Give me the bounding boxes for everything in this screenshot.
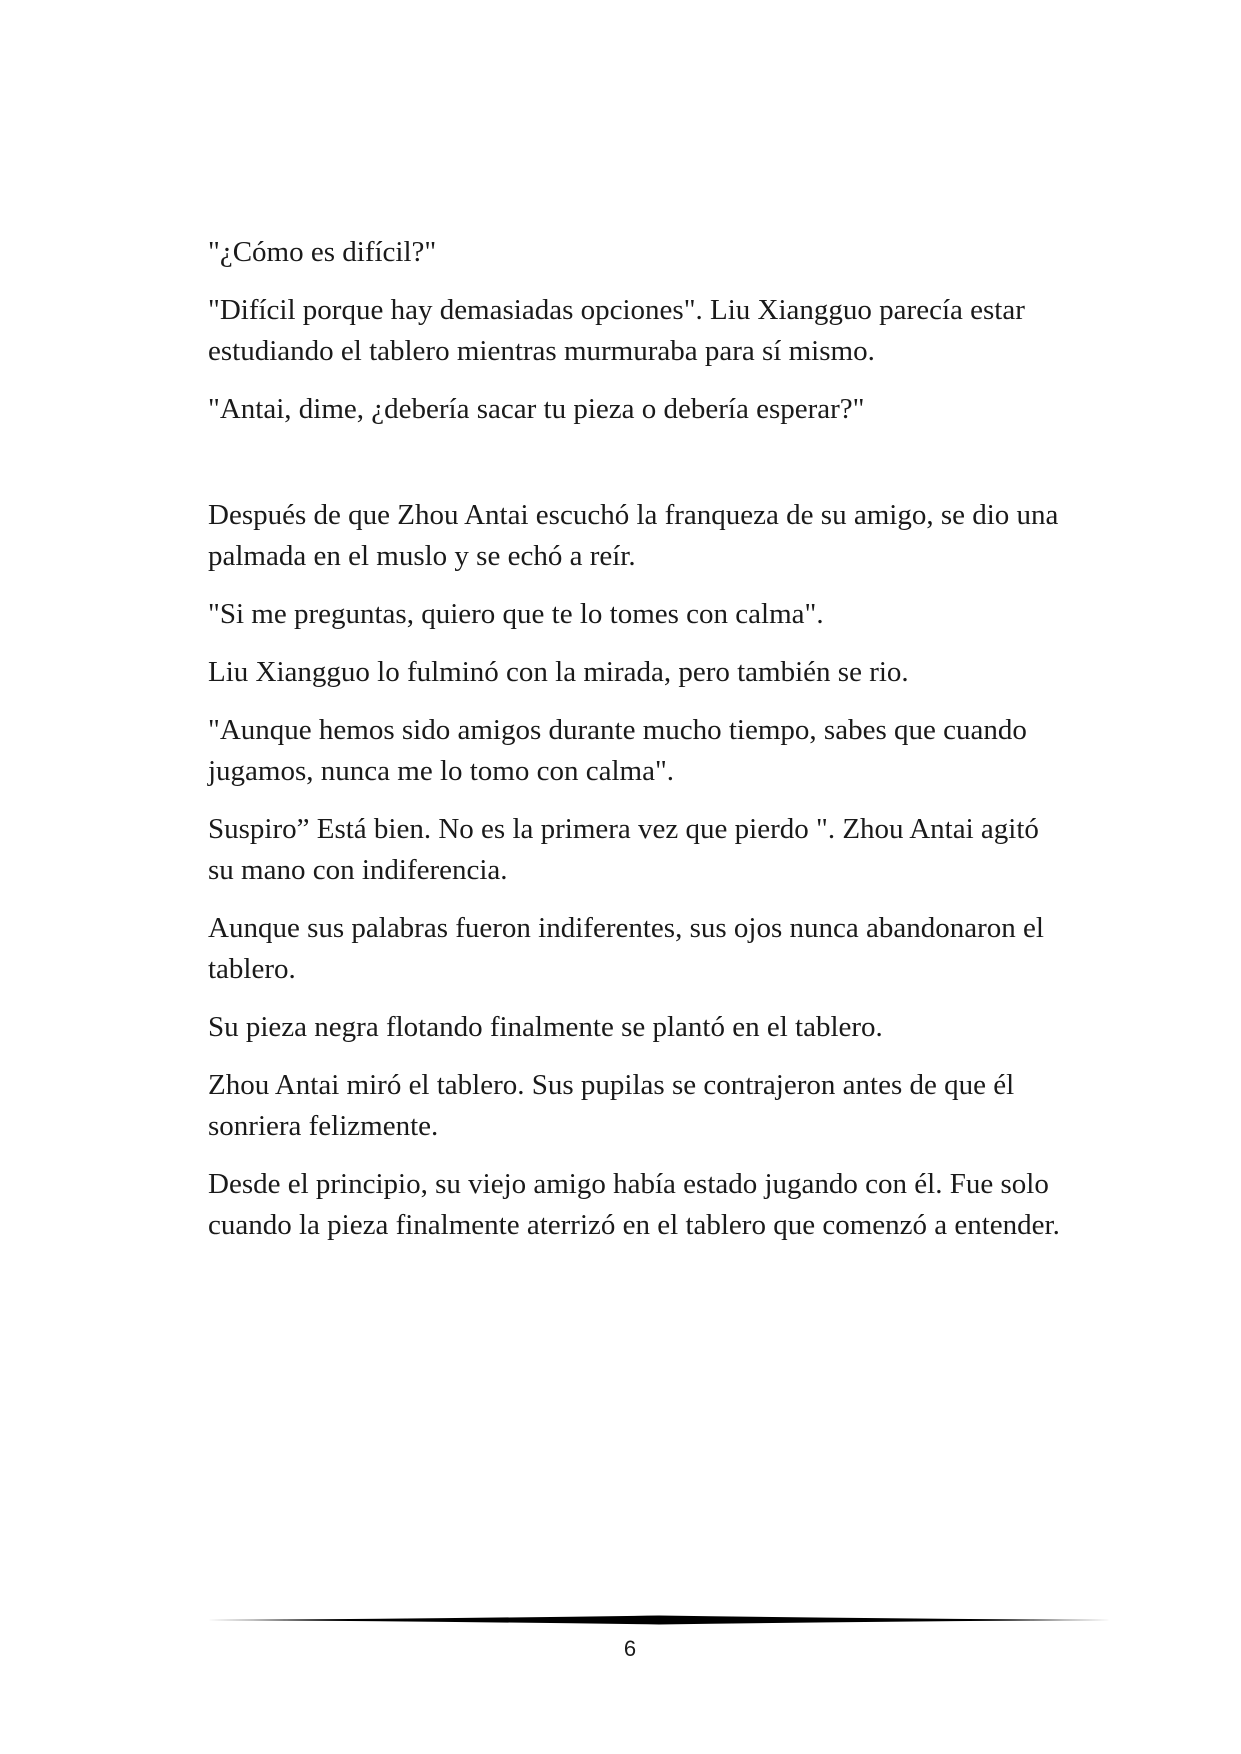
paragraph: "Difícil porque hay demasiadas opciones". Liu Xiangguo parecía estar estudiando el tablero mientras murmuraba para sí mismo. <box>208 294 1025 367</box>
paragraph: Su pieza negra flotando finalmente se plantó en el tablero. <box>208 1011 883 1043</box>
paragraph: Aunque sus palabras fueron indiferentes, sus ojos nunca abandonaron el tablero. <box>208 912 1044 985</box>
paragraph: "¿Cómo es difícil?" <box>208 236 437 268</box>
paragraph: "Aunque hemos sido amigos durante mucho tiempo, sabes que cuando jugamos, nunca me lo tomo con calma". <box>208 714 1027 787</box>
page-number: 6 <box>623 1636 637 1661</box>
paragraph: "Antai, dime, ¿debería sacar tu pieza o debería esperar?" <box>208 393 865 425</box>
paragraph: Suspiro” Está bien. No es la primera vez que pierdo ". Zhou Antai agitó su mano con indiferencia. <box>208 813 1039 886</box>
paragraph: "Si me preguntas, quiero que te lo tomes con calma". <box>208 598 824 630</box>
paragraph: Después de que Zhou Antai escuchó la franqueza de su amigo, se dio una palmada en el muslo y se echó a reír. <box>208 499 1059 572</box>
paragraph: Liu Xiangguo lo fulminó con la mirada, pero también se rio. <box>208 656 909 688</box>
paragraph: Desde el principio, su viejo amigo había estado jugando con él. Fue solo cuando la pieza finalmente aterrizó en el tablero que comenzó a entender. <box>208 1168 1060 1241</box>
paragraph: Zhou Antai miró el tablero. Sus pupilas se contrajeron antes de que él sonriera felizmente. <box>208 1069 1015 1142</box>
section-gap <box>208 447 1068 495</box>
body-text <box>208 232 1068 1263</box>
footer-divider <box>207 1614 1111 1626</box>
